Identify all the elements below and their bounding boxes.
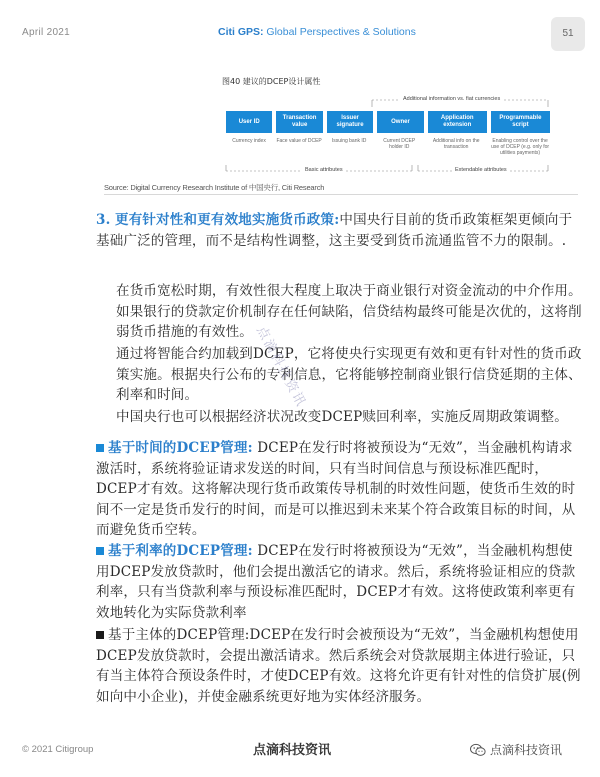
paragraph-smart-contract: 通过将智能合约加载到DCEP，它将使央行实现更有效和更有针对性的货币政策实施。根据央行公布的专利信息，它将能够控制商业银行信贷延期的主体、利率和时间。 [116, 346, 582, 403]
bullet-time-based [96, 438, 582, 541]
wechat-account-name: 点滴科技资讯 [490, 743, 563, 757]
paragraph-redemption-rate: 中国央行也可以根据经济状况改变DCEP赎回利率，实施反周期政策调整。 [116, 409, 568, 425]
point-number: 3. [96, 212, 111, 228]
basic-attributes-label: Basic attributes [302, 167, 346, 173]
attribute-descriptions [226, 138, 550, 156]
brand-line [218, 26, 416, 38]
point-text: 中国央行目前的货币政策框架更倾向于基础广泛的管理，而不是结构性调整，这主要受到货币流通监管不力的限制。. [96, 212, 573, 249]
cell-issuer-signature: Issuer signature [327, 111, 373, 133]
bullet-rate-based [96, 541, 582, 623]
bullet-heading: 基于主体的DCEP管理: [108, 627, 250, 643]
desc-programmable-script: Enabling control over the use of DCEP (e.g. only for utilities payments) [491, 138, 550, 156]
desc-application-extension: Additional info on the transaction [432, 138, 480, 150]
bullet-text: DCEP在发行时会被预设为“无效”，当金融机构想使用DCEP发放贷款时，会提出激活请求。然后系统会对贷款展期主体进行验证，只有当主体符合预设条件时，才使DCEP有效。这将允许更有针对性的信贷扩展(例如向中小企业)，并使金融系统更好地为实体经济服务。 [96, 627, 581, 705]
top-bracket-label: Additional information vs. fiat currencies [400, 96, 503, 102]
bullet-square-icon [96, 444, 104, 452]
brand-rest: Global Perspectives & Solutions [263, 26, 416, 38]
page-header [0, 0, 600, 56]
cell-application-extension: Application extension [428, 111, 487, 133]
footer-wechat-account[interactable] [470, 741, 562, 758]
desc-user-id: Currency index [232, 138, 266, 144]
page-number: 51 [551, 17, 585, 51]
bullet-square-icon [96, 631, 104, 639]
dcep-attribute-figure [222, 91, 552, 181]
bullet-subject-based [96, 625, 582, 707]
point-heading: 更有针对性和更有效地实施货币政策: [115, 212, 340, 228]
footer-center-text: 点滴科技资讯 [253, 743, 332, 758]
cell-owner: Owner [377, 111, 423, 133]
divider [104, 194, 578, 195]
desc-issuer-signature: Issuing bank ID [331, 138, 367, 144]
desc-owner: Current DCEP holder ID [383, 138, 416, 150]
desc-transaction-value: Face value of DCEP [276, 138, 322, 144]
bullet-text: DCEP在发行时将被预设为“无效”，当金融机构请求激活时，系统将验证请求发送的时间，只有当时间信息与预设标准匹配时，DCEP才有效。这将解决现行货币政策传导机制的时效性问题，使货币生效的时间不一定是货币发行的时间，而是可以推迟到未来某个符合政策目标的时间，从而避免货币空转。 [96, 440, 576, 538]
wechat-icon [470, 743, 486, 757]
extendable-attributes-label: Extendable attributes [452, 167, 510, 173]
cell-user-id: User ID [226, 111, 272, 133]
attribute-cells [226, 111, 550, 133]
brand-bold: Citi GPS: [218, 26, 264, 38]
footer-copyright: © 2021 Citigroup [22, 744, 94, 755]
bullet-text: DCEP在发行时将被预设为“无效”，当金融机构想使用DCEP发放贷款时，他们会提出激活它的请求。然后，系统将验证相应的贷款利率，只有当贷款利率与预设标准匹配时，DCEP才有效。这将使政策利率更有效地转化为实际贷款利率 [96, 543, 576, 621]
bullet-heading: 基于利率的DCEP管理: [108, 543, 253, 559]
bullet-heading: 基于时间的DCEP管理: [108, 440, 253, 456]
cell-transaction-value: Transaction value [276, 111, 322, 133]
diagonal-watermark: 点滴科技资讯 [253, 323, 309, 411]
paragraph-point-3 [96, 210, 582, 251]
report-date: April 2021 [22, 27, 71, 38]
bullet-square-icon [96, 547, 104, 555]
cell-programmable-script: Programmable script [491, 111, 550, 133]
figure-source: Source: Digital Currency Research Institute of 中国央行, Citi Research [104, 183, 325, 192]
paragraph-easing: 在货币宽松时期，有效性很大程度上取决于商业银行对资金流动的中介作用。如果银行的贷款定价机制存在任何缺陷，信贷结构最终可能是次优的，这将削弱货币措施的有效性。 [116, 283, 582, 340]
figure-title: 图40 建议的DCEP设计属性 [222, 77, 321, 86]
